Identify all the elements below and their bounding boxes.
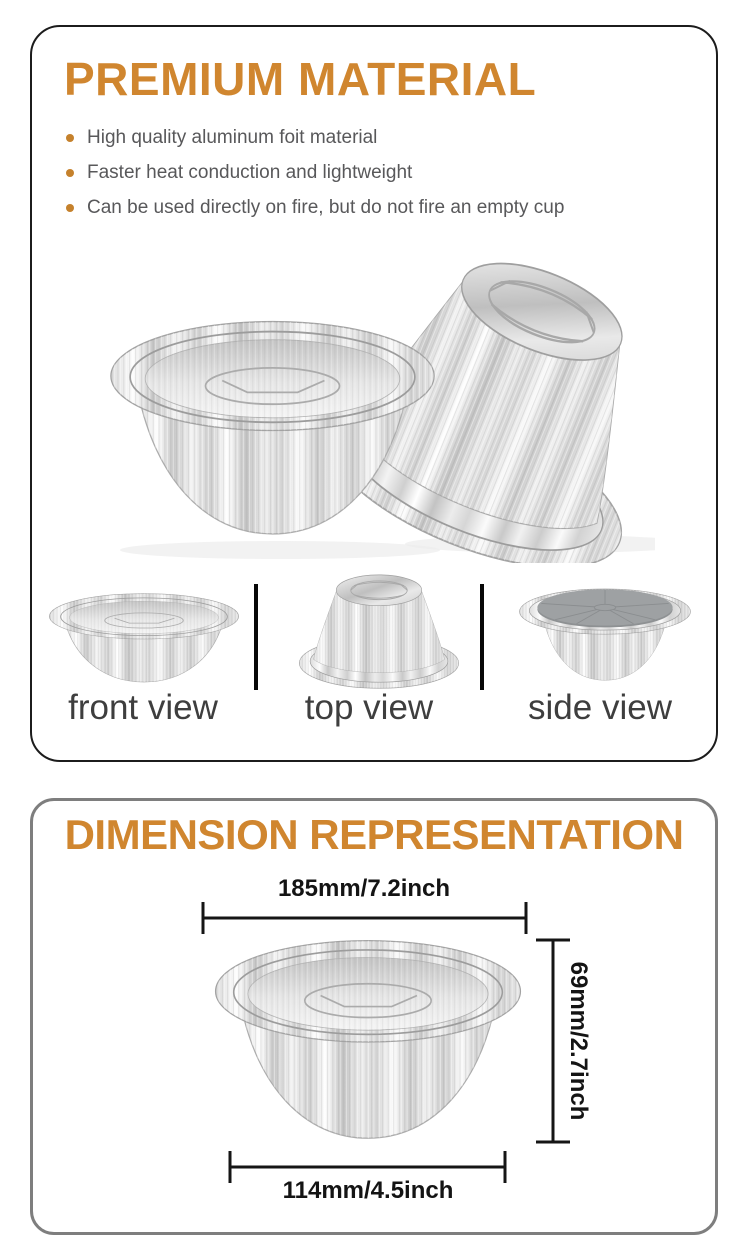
front-view-label: front view xyxy=(68,688,218,727)
view-divider xyxy=(480,584,484,690)
feature-item xyxy=(66,160,564,186)
top-view-image xyxy=(296,566,462,692)
dimension-label-bottom-width: 114mm/4.5inch xyxy=(282,1177,454,1204)
feature-text: Faster heat conduction and lightweight xyxy=(87,162,413,183)
dimension-label-top-width: 185mm/7.2inch xyxy=(277,875,451,902)
side-view-label: side view xyxy=(528,688,672,727)
front-view-illustration xyxy=(46,588,242,690)
dimensioned-foil-bowl xyxy=(216,941,521,1139)
feature-item xyxy=(66,195,564,221)
side-view-image xyxy=(516,570,694,692)
feature-item xyxy=(66,125,564,151)
side-view-illustration xyxy=(516,570,694,692)
shadow xyxy=(120,541,440,559)
feature-list xyxy=(66,125,564,230)
feature-text: Can be used directly on fire, but do not fire an empty cup xyxy=(87,197,565,218)
dimension-diagram-illustration xyxy=(30,860,718,1200)
dimension-diagram xyxy=(30,860,718,1200)
dimension-label-height: 69mm/2.7inch xyxy=(565,961,593,1121)
view-divider xyxy=(254,584,258,690)
bullet-dot-icon xyxy=(66,204,74,212)
feature-text: High quality aluminum foit material xyxy=(87,127,378,148)
front-view-image xyxy=(46,588,242,690)
foil-cups-illustration xyxy=(95,228,655,563)
section-title-dimension-representation: DIMENSION REPRESENTATION xyxy=(64,811,684,858)
bullet-dot-icon xyxy=(66,169,74,177)
section-title-premium-material: PREMIUM MATERIAL xyxy=(64,53,537,105)
top-view-illustration xyxy=(296,566,462,692)
bullet-dot-icon xyxy=(66,134,74,142)
product-photo-foil-cups xyxy=(95,228,655,563)
top-view-label: top view xyxy=(304,688,434,727)
